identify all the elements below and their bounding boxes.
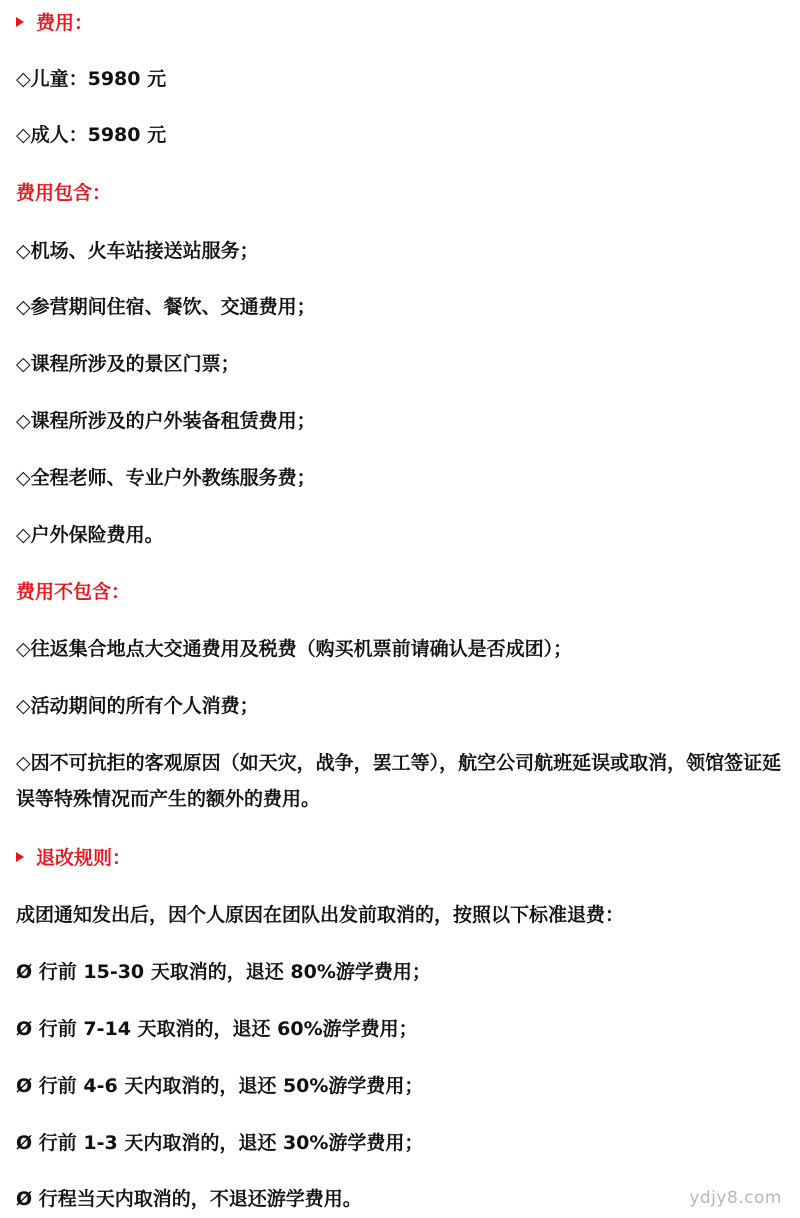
excluded-item: ◇因不可抗拒的客观原因（如天灾，战争，罢工等），航空公司航班延误或取消，领馆签证延误等特殊情况而产生的额外的费用。 — [16, 752, 782, 810]
excluded-item: ◇往返集合地点大交通费用及税费（购买机票前请确认是否成团）； — [16, 638, 573, 660]
included-item: ◇全程老师、专业户外教练服务费； — [16, 467, 316, 489]
watermark: ydjy8.com — [689, 1188, 782, 1208]
included-item: ◇户外保险费用。 — [16, 524, 164, 546]
triangle-bullet-icon — [16, 17, 24, 27]
included-item: ◇参营期间住宿、餐饮、交通费用； — [16, 296, 316, 318]
refund-rule: Ø 行程当天内取消的，不退还游学费用。 — [16, 1188, 362, 1210]
fee-item-adult: ◇成人：5980 元 — [16, 124, 167, 146]
refund-heading — [16, 843, 786, 873]
fees-heading — [16, 8, 786, 38]
included-item: ◇课程所涉及的景区门票； — [16, 353, 240, 375]
refund-rule: Ø 行前 1-3 天内取消的，退还 30%游学费用； — [16, 1132, 424, 1154]
included-item: ◇课程所涉及的户外装备租赁费用； — [16, 410, 316, 432]
included-heading: 费用包含： — [16, 182, 112, 204]
refund-rule: Ø 行前 15-30 天取消的，退还 80%游学费用； — [16, 961, 431, 983]
fee-item-child: ◇儿童：5980 元 — [16, 68, 167, 90]
included-item: ◇机场、火车站接送站服务； — [16, 240, 259, 262]
excluded-item: ◇活动期间的所有个人消费； — [16, 695, 259, 717]
triangle-bullet-icon — [16, 852, 24, 862]
refund-title: 退改规则： — [36, 847, 132, 869]
fees-title: 费用： — [36, 12, 94, 34]
refund-rule: Ø 行前 4-6 天内取消的，退还 50%游学费用； — [16, 1075, 424, 1097]
refund-rule: Ø 行前 7-14 天取消的，退还 60%游学费用； — [16, 1018, 418, 1040]
excluded-heading: 费用不包含： — [16, 581, 131, 603]
refund-intro: 成团通知发出后，因个人原因在团队出发前取消的，按照以下标准退费： — [16, 904, 625, 926]
